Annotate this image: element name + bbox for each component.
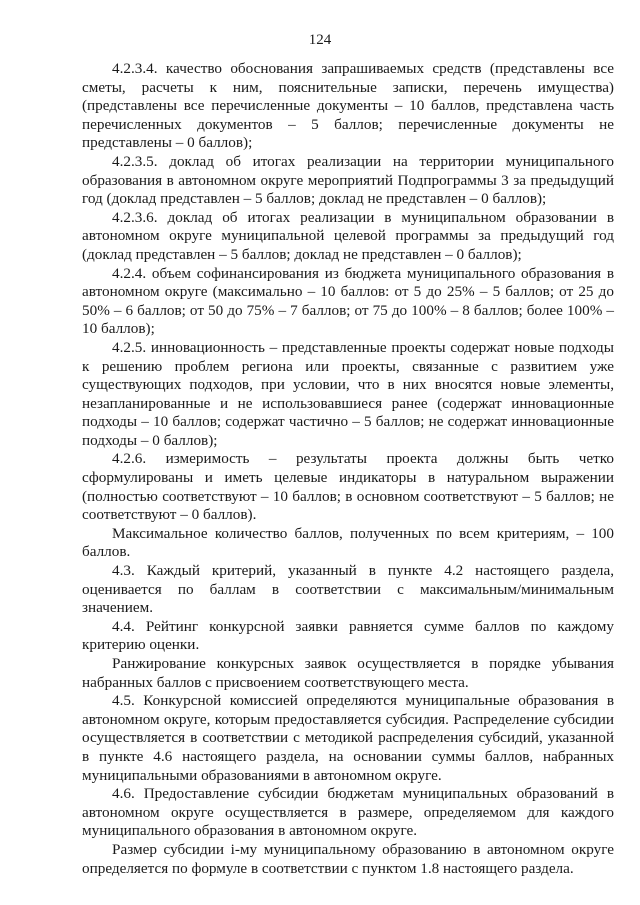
- page-number: 124: [308, 32, 332, 48]
- paragraph-4-2-4: 4.2.4. объем софинансирования из бюджета муниципального образования в автономном округе (максимально – 10 баллов: от 5 до 25% – 5 баллов; от 25 до 50% – 6 баллов; от 50 до 75% – 7 баллов; от 75 до 100% – 8 баллов; более 100% – 10 баллов);: [82, 264, 614, 338]
- paragraph-4-5: 4.5. Конкурсной комиссией определяются муниципальные образования в автономном округе, которым предоставляется субсидия. Распределение субсидии осуществляется в соответствии с методикой распределения субсидий, указанной в пункте 4.6 настоящего раздела, на основании суммы баллов, набранных муниципальными образованиями в автономном округе.: [82, 692, 614, 784]
- document-body: [82, 60, 614, 878]
- paragraph-subsidy-size: Размер субсидии i-му муниципальному образованию в автономном округе определяется по формуле в соответствии с пунктом 1.8 настоящего раздела.: [82, 840, 614, 877]
- paragraph-4-2-5: 4.2.5. инновационность – представленные проекты содержат новые подходы к решению проблем региона или проекты, связанные с развитием уже существующих подходов, при условии, что в них вносятся новые элементы, незапланированные и не использовавшиеся ранее (содержат инновационные подходы – 10 баллов; содержат частично – 5 баллов; не содержат инновационные подходы – 0 баллов);: [82, 338, 614, 449]
- paragraph-4-4: 4.4. Рейтинг конкурсной заявки равняется сумме баллов по каждому критерию оценки.: [82, 617, 614, 654]
- paragraph-4-6: 4.6. Предоставление субсидии бюджетам муниципальных образований в автономном округе осуществляется в размере, определяемом для каждого муниципального образования в автономном округе.: [82, 785, 614, 840]
- paragraph-4-2-6: 4.2.6. измеримость – результаты проекта должны быть четко сформулированы и иметь целевые индикаторы в натуральном выражении (полностью соответствуют – 10 баллов; в основном соответствуют – 5 баллов; не соответствуют – 0 баллов).: [82, 450, 614, 524]
- paragraph-4-2-3-4: 4.2.3.4. качество обоснования запрашиваемых средств (представлены все сметы, расчеты к ним, пояснительные записки, перечень имущества) (представлены все перечисленные документы – 10 баллов, представлена часть перечисленных документов – 5 баллов; перечисленные документы не представлены – 0 баллов);: [82, 60, 614, 152]
- paragraph-ranking: Ранжирование конкурсных заявок осуществляется в порядке убывания набранных баллов с присвоением соответствующего места.: [82, 655, 614, 691]
- paragraph-4-2-3-5: 4.2.3.5. доклад об итогах реализации на территории муниципального образования в автономном округе мероприятий Подпрограммы 3 за предыдущий год (доклад представлен – 5 баллов; доклад не представлен – 0 баллов);: [82, 152, 614, 208]
- paragraph-4-2-3-6: 4.2.3.6. доклад об итогах реализации в муниципальном образовании в автономном округе муниципальной целевой программы за предыдущий год (доклад представлен – 5 баллов; доклад не представлен – 0 баллов);: [82, 208, 614, 263]
- paragraph-4-3: 4.3. Каждый критерий, указанный в пункте 4.2 настоящего раздела, оценивается по баллам в соответствии с максимальным/минимальным значением.: [82, 562, 614, 617]
- paragraph-max-score: Максимальное количество баллов, полученных по всем критериям, – 100 баллов.: [82, 524, 614, 561]
